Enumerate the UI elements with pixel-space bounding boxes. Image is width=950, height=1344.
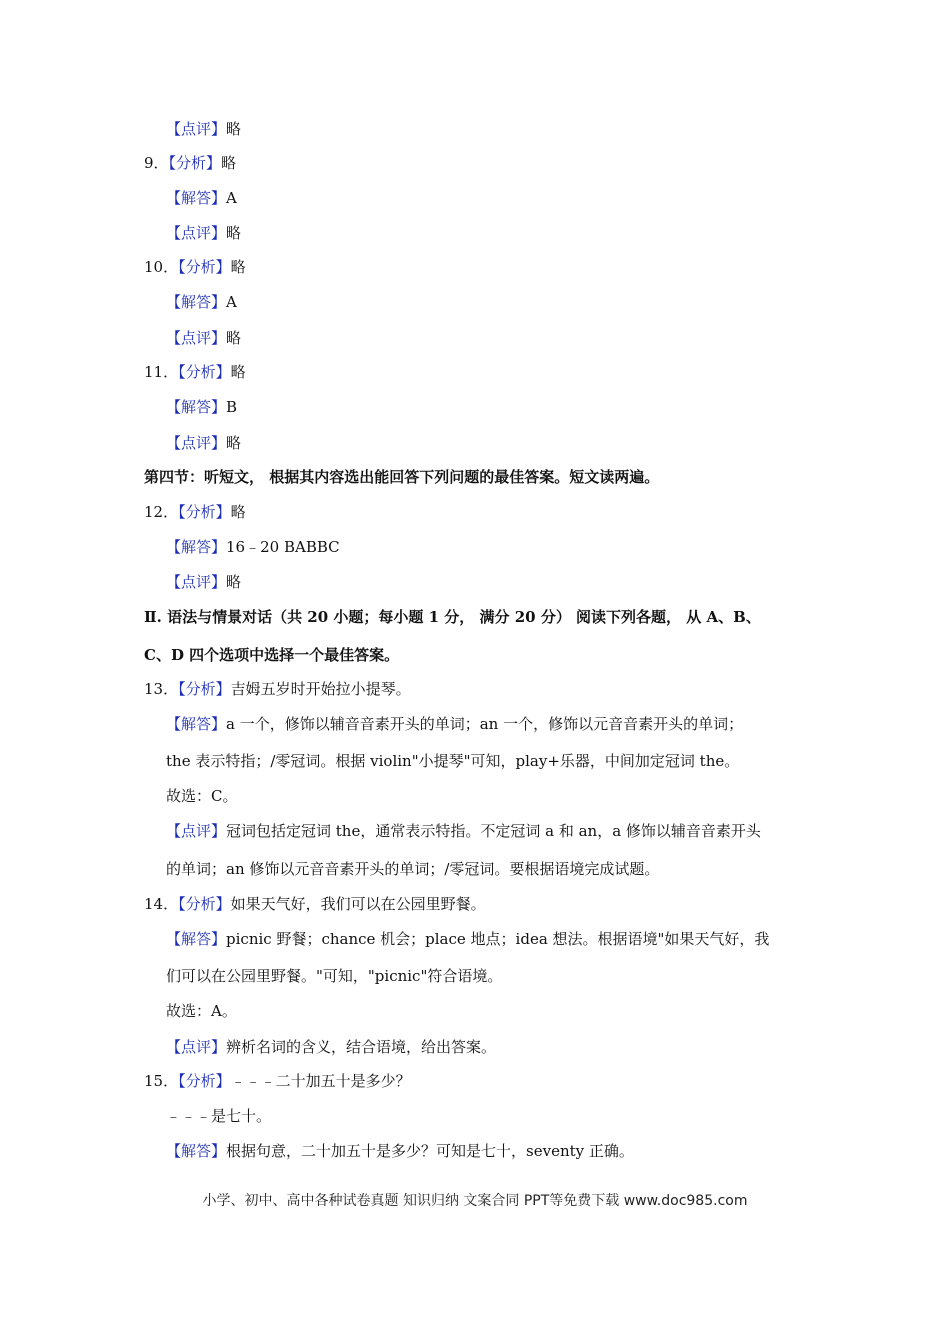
analysis-text: 略: [230, 258, 246, 276]
review-tag: 【点评】: [166, 224, 227, 242]
question-14-analysis: [144, 893, 486, 915]
question-15-analysis: [144, 1070, 411, 1092]
question-9-answer: [166, 187, 237, 209]
question-14-answer-continued: 们可以在公园里野餐。"可知，"picnic"符合语境。: [166, 967, 503, 985]
analysis-tag: 【分析】: [178, 1072, 231, 1090]
analysis-tag: 【分析】: [178, 258, 231, 276]
analysis-text: ﹣﹣﹣二十加五十是多少？: [230, 1072, 411, 1090]
question-number: 10．: [144, 258, 179, 276]
answer-text: A: [226, 189, 237, 207]
analysis-tag: 【分析】: [178, 895, 231, 913]
question-11-review: [166, 432, 241, 454]
answer-tag: 【解答】: [166, 715, 227, 733]
answer-tag: 【解答】: [166, 1142, 227, 1160]
review-tag: 【点评】: [166, 1038, 227, 1056]
answer-tag: 【解答】: [166, 189, 227, 207]
review-text: 略: [226, 224, 242, 242]
question-number: 15．: [144, 1072, 179, 1090]
review-tag: 【点评】: [166, 573, 227, 591]
review-text: 略: [226, 573, 242, 591]
answer-tag: 【解答】: [166, 538, 227, 556]
question-15-analysis-continued: ﹣﹣﹣是七十。: [166, 1107, 272, 1125]
question-number: 11．: [144, 363, 179, 381]
question-11-answer: [166, 396, 237, 418]
question-15-answer: [166, 1140, 634, 1162]
analysis-tag: 【分析】: [168, 154, 222, 172]
part-heading: Ⅱ. 语法与情景对话（共 20 小题；每小题 1 分， 满分 20 分） 阅读下列各题， 从 A、B、: [144, 608, 761, 626]
question-11-analysis: [144, 361, 246, 383]
review-tag: 【点评】: [166, 822, 227, 840]
analysis-text: 吉姆五岁时开始拉小提琴。: [230, 680, 411, 698]
review-line: [166, 118, 241, 140]
question-number: 9．: [144, 154, 169, 172]
question-13-review-continued: 的单词；an 修饰以元音音素开头的单词；/零冠词。要根据语境完成试题。: [166, 860, 660, 878]
answer-text: a 一个，修饰以辅音音素开头的单词；an 一个，修饰以元音音素开头的单词；: [226, 715, 744, 733]
answer-text: A: [226, 293, 237, 311]
question-12-analysis: [144, 501, 246, 523]
answer-text: 16﹣20 BABBC: [226, 538, 340, 556]
answer-text: picnic 野餐；chance 机会；place 地点；idea 想法。根据语境"如果天气好，我: [226, 930, 770, 948]
question-14-choice: 故选：A。: [166, 1002, 237, 1020]
section-heading: 第四节：听短文， 根据其内容选出能回答下列问题的最佳答案。短文读两遍。: [144, 468, 660, 486]
question-number: 13．: [144, 680, 179, 698]
question-12-answer: [166, 536, 340, 558]
analysis-tag: 【分析】: [178, 680, 231, 698]
review-tag: 【点评】: [166, 329, 227, 347]
question-13-choice: 故选：C。: [166, 787, 238, 805]
question-14-review: [166, 1036, 496, 1058]
analysis-text: 略: [230, 503, 246, 521]
review-tag: 【点评】: [166, 434, 227, 452]
analysis-tag: 【分析】: [178, 503, 231, 521]
question-10-review: [166, 327, 241, 349]
part-heading-continued: C、D 四个选项中选择一个最佳答案。: [144, 646, 400, 664]
answer-tag: 【解答】: [166, 293, 227, 311]
review-text: 略: [226, 120, 242, 138]
question-10-answer: [166, 291, 237, 313]
question-9-analysis: [144, 152, 236, 174]
answer-tag: 【解答】: [166, 930, 227, 948]
page-footer: 小学、初中、高中各种试卷真题 知识归纳 文案合同 PPT等免费下载 www.doc985.com: [202, 1193, 748, 1209]
review-text: 略: [226, 329, 242, 347]
question-14-answer: [166, 928, 769, 950]
question-13-analysis: [144, 678, 411, 700]
answer-tag: 【解答】: [166, 398, 227, 416]
analysis-tag: 【分析】: [178, 363, 231, 381]
question-number: 14．: [144, 895, 179, 913]
question-9-review: [166, 222, 241, 244]
analysis-text: 略: [230, 363, 246, 381]
answer-text: 根据句意，二十加五十是多少？可知是七十，seventy 正确。: [226, 1142, 634, 1160]
analysis-text: 如果天气好，我们可以在公园里野餐。: [230, 895, 486, 913]
review-tag: 【点评】: [166, 120, 227, 138]
review-text: 冠词包括定冠词 the，通常表示特指。不定冠词 a 和 an，a 修饰以辅音音素开头: [226, 822, 761, 840]
question-number: 12．: [144, 503, 179, 521]
question-13-answer: [166, 713, 743, 735]
question-12-review: [166, 571, 241, 593]
question-13-answer-continued: the 表示特指；/零冠词。根据 violin"小提琴"可知，play+乐器，中间加定冠词 the。: [166, 752, 740, 770]
review-text: 略: [226, 434, 242, 452]
review-text: 辨析名词的含义，结合语境，给出答案。: [226, 1038, 497, 1056]
analysis-text: 略: [221, 154, 237, 172]
question-10-analysis: [144, 256, 246, 278]
answer-text: B: [226, 398, 238, 416]
question-13-review: [166, 820, 761, 842]
